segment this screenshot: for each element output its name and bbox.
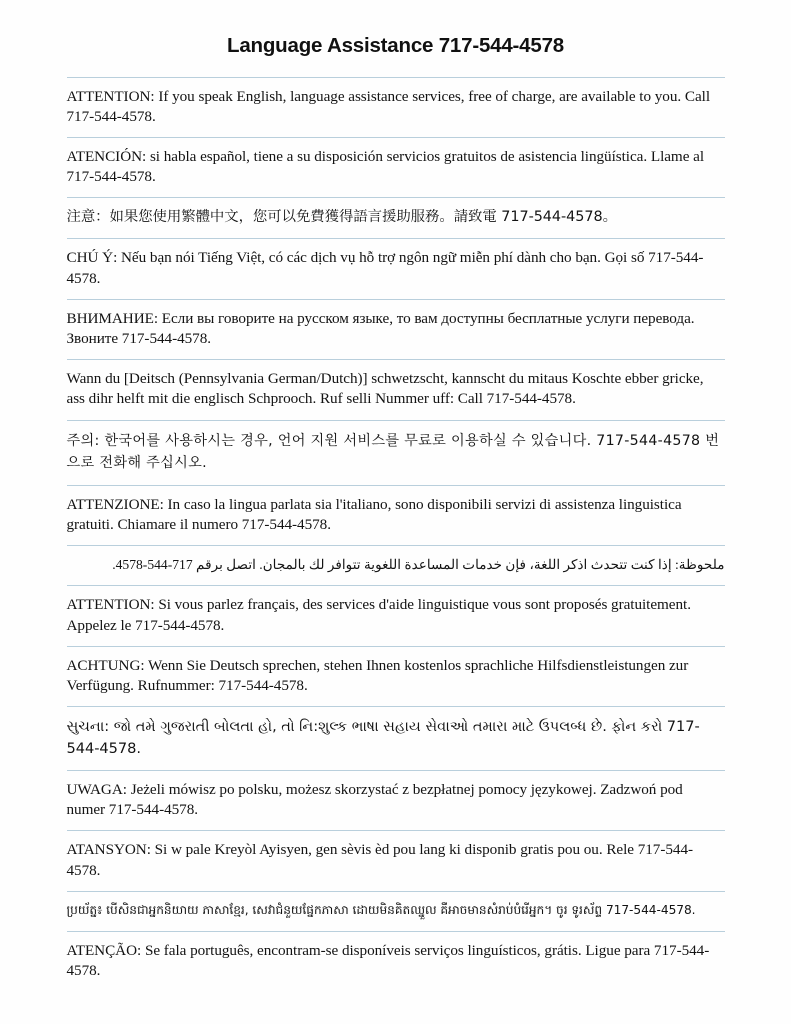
notice-text: ATTENTION: Si vous parlez français, des services d'aide linguistique vous sont proposés gratuitement. Appelez le 717-544-4578. <box>66 596 691 634</box>
notice-text: ملحوظة: إذا كنت تتحدث اذكر اللغة، فإن خدمات المساعدة اللغوية تتوافر لك بالمجان. اتصل برقم 717-544-4578. <box>112 556 725 572</box>
notice-text: ATTENTION: If you speak English, language assistance services, free of charge, are available to you. Call 717-544-4578. <box>66 87 711 125</box>
notice-korean <box>67 421 725 485</box>
notice-german <box>67 647 725 706</box>
notice-text: ប្រយ័ត្ន៖ បើសិនជាអ្នកនិយាយ ភាសាខ្មែរ, សេវាជំនួយផ្នែកភាសា ដោយមិនគិតឈ្នួល គឺអាចមានសំរាប់បំរើអ្នក។ ចូរ ទូរស័ព្ទ 717-544-4578. <box>66 902 696 917</box>
notice-text: ACHTUNG: Wenn Sie Deutsch sprechen, stehen Ihnen kostenlos sprachliche Hilfsdienstleistungen zur Verfügung. Rufnummer: 717-544-4578. <box>66 656 689 695</box>
notice-text: UWAGA: Jeżeli mówisz po polsku, możesz skorzystać z bezpłatnej pomocy językowej. Zadzwoń pod numer 717-544-4578. <box>66 781 683 819</box>
notice-portuguese <box>67 932 725 991</box>
notice-text: ATTENZIONE: In caso la lingua parlata sia l'italiano, sono disponibili servizi di assistenza linguistica gratuiti. Chiamare il numero 717-544-4578. <box>66 495 682 533</box>
notice-text: 주의: 한국어를 사용하시는 경우, 언어 지원 서비스를 무료로 이용하실 수 있습니다. 717-544-4578 번으로 전화해 주십시오. <box>66 432 720 472</box>
notice-pennsylvania-german <box>67 360 725 419</box>
notice-vietnamese <box>67 239 725 298</box>
notice-russian <box>67 300 725 359</box>
notice-text: CHÚ Ý: Nếu bạn nói Tiếng Việt, có các dịch vụ hỗ trợ ngôn ngữ miễn phí dành cho bạn. Gọi số 717-544-4578. <box>66 249 704 287</box>
notice-arabic <box>67 546 725 585</box>
notice-text: ATENÇÃO: Se fala português, encontram-se disponíveis serviços linguísticos, grátis. Ligue para 717-544-4578. <box>66 941 710 979</box>
notice-italian <box>67 486 725 545</box>
notice-text: Wann du [Deitsch (Pennsylvania German/Dutch)] schwetzscht, kannscht du mitaus Koschte ebber gricke, ass dihr helft mit die englisch Schprooch. Ruf selli Nummer uff: Call 717-544-4578. <box>66 370 704 408</box>
notice-chinese-traditional <box>67 198 725 238</box>
document-content <box>67 0 725 991</box>
page-title: Language Assistance 717-544-4578 <box>227 34 564 57</box>
notice-text: 注意：如果您使用繁體中文，您可以免費獲得語言援助服務。請致電 717-544-4578。 <box>66 209 617 226</box>
notice-english <box>67 78 725 137</box>
notice-text: ATANSYON: Si w pale Kreyòl Ayisyen, gen sèvis èd pou lang ki disponib gratis pou ou. Rele 717-544-4578. <box>66 841 693 879</box>
notice-text: ATENCIÓN: si habla español, tiene a su disposición servicios gratuitos de asistencia lingüística. Llame al 717-544-4578. <box>66 148 704 186</box>
notice-text: ВНИМАНИЕ: Если вы говорите на русском языке, то вам доступны бесплатные услуги перевода. Звоните 717-544-4578. <box>66 309 695 347</box>
notice-spanish <box>67 138 725 197</box>
notice-khmer <box>67 892 725 931</box>
notice-text: સુચના: જો તમે ગુજરાતી બોલતા હો, તો નિ:શુલ્ક ભાષા સહાય સેવાઓ તમારા માટે ઉપલબ્ધ છે. ફોન કરો 717-544-4578. <box>66 718 700 758</box>
notice-haitian-creole <box>67 831 725 890</box>
notice-polish <box>67 771 725 830</box>
notice-gujarati <box>67 707 725 770</box>
notice-french <box>67 586 725 645</box>
